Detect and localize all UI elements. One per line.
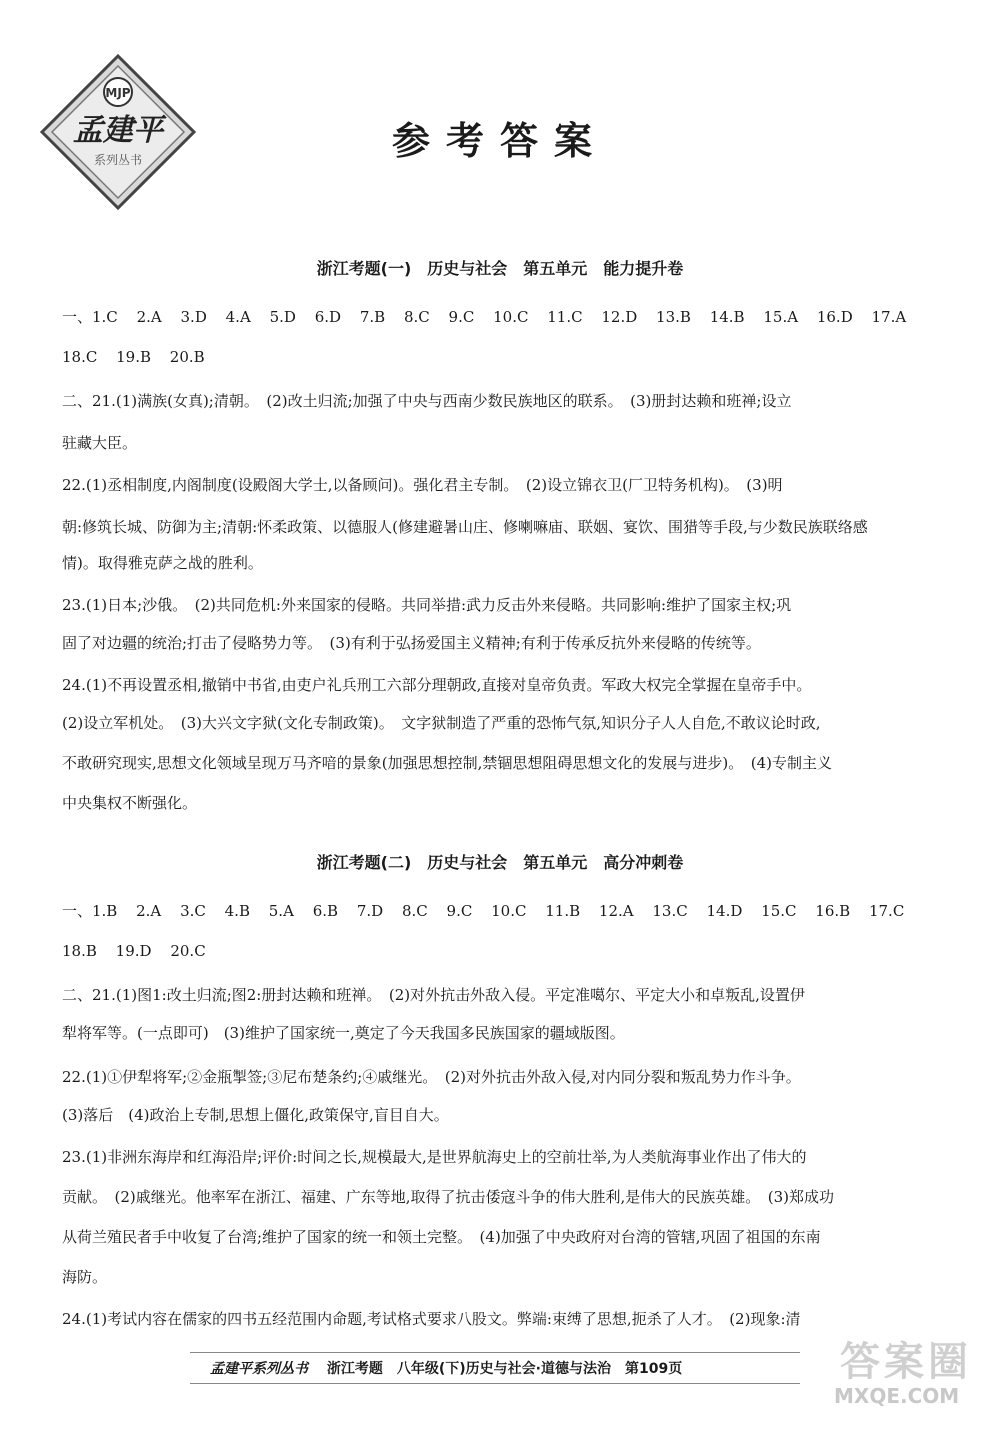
- choice-item: 2.A: [136, 308, 162, 326]
- answer-line: 朝:修筑长城、防御为主;清朝:怀柔政策、以德服人(修建避暑山庄、修喇嘛庙、联姻、宴饮、围猎等手段,与少数民族联络感: [62, 518, 868, 536]
- choice-item: 8.C: [401, 902, 428, 920]
- section-heading-1: 浙江考题(一) 历史与社会 第五单元 能力提升卷: [316, 259, 684, 278]
- choice-item: 11.B: [545, 902, 581, 920]
- choice-answers-2b: [62, 942, 942, 960]
- footer-page-info: 浙江考题 八年级(下)历史与社会·道德与法治 第109页: [326, 1361, 683, 1377]
- choice-item: 12.A: [598, 902, 634, 920]
- choice-item: 10.C: [493, 308, 529, 326]
- answer-line: 贡献。 (2)戚继光。他率军在浙江、福建、广东等地,取得了抗击倭寇斗争的伟大胜利,是伟大的民族英雄。 (3)郑成功: [62, 1188, 835, 1206]
- choice-item: 一、1.B: [62, 902, 118, 920]
- answer-line: 22.(1)丞相制度,内阁制度(设殿阁大学士,以备顾问)。强化君主专制。 (2)设立锦衣卫(厂卫特务机构)。 (3)明: [62, 476, 783, 494]
- choice-item: 15.A: [763, 308, 799, 326]
- choice-item: 4.B: [224, 902, 250, 920]
- answer-line: 二、21.(1)图1:改土归流;图2:册封达赖和班禅。 (2)对外抗击外敌入侵。平定准噶尔、平定大小和卓叛乱,设置伊: [62, 986, 805, 1004]
- choice-item: 9.C: [446, 902, 473, 920]
- answer-line: 情)。取得雅克萨之战的胜利。: [62, 554, 263, 572]
- choice-item: 11.C: [547, 308, 583, 326]
- choice-item: 8.C: [403, 308, 430, 326]
- series-name: 孟建平系列丛书: [210, 1361, 308, 1377]
- choice-item: 5.D: [269, 308, 296, 326]
- footer-text: [210, 1358, 810, 1378]
- choice-item: 7.B: [359, 308, 386, 326]
- choice-item: 17.C: [868, 902, 905, 920]
- choice-answers-2a: [62, 900, 942, 921]
- choice-item: 17.A: [871, 308, 907, 326]
- answer-line: 二、21.(1)满族(女真);清朝。 (2)改土归流;加强了中央与西南少数民族地区的联系。 (3)册封达赖和班禅;设立: [62, 392, 792, 410]
- answer-line: 24.(1)不再设置丞相,撤销中书省,由吏户礼兵刑工六部分理朝政,直接对皇帝负责。军政大权完全掌握在皇帝手中。: [62, 676, 812, 694]
- choice-item: 9.C: [448, 308, 475, 326]
- choice-item: 13.C: [652, 902, 688, 920]
- answer-line: 固了对边疆的统治;打击了侵略势力等。 (3)有利于弘扬爱国主义精神;有利于传承反抗外来侵略的传统等。: [62, 634, 761, 652]
- choice-item: 18.C: [62, 348, 98, 366]
- watermark-url: MXQE.COM: [834, 1384, 960, 1408]
- svg-text:MJP: MJP: [105, 86, 131, 100]
- choice-item: 19.D: [115, 942, 152, 960]
- choice-item: 6.D: [314, 308, 342, 326]
- choice-answers-1a: [62, 306, 942, 327]
- choice-item: 14.B: [709, 308, 745, 326]
- choice-item: 19.B: [116, 348, 152, 366]
- watermark-logo-text: 答案圈: [840, 1339, 972, 1385]
- svg-text:系列丛书: 系列丛书: [93, 153, 143, 167]
- answer-line: 24.(1)考试内容在儒家的四书五经范围内命题,考试格式要求八股文。弊端:束缚了思想,扼杀了人才。 (2)现象:清: [62, 1310, 801, 1328]
- answer-line: 犁将军等。(一点即可) (3)维护了国家统一,奠定了今天我国多民族国家的疆域版图。: [62, 1024, 625, 1042]
- choice-item: 7.D: [356, 902, 384, 920]
- section-heading-2: 浙江考题(二) 历史与社会 第五单元 高分冲刺卷: [316, 853, 684, 872]
- choice-item: 13.B: [656, 308, 691, 326]
- choice-item: 2.A: [136, 902, 162, 920]
- page-title: 参考答案: [391, 119, 608, 163]
- choice-item: 3.D: [180, 308, 207, 326]
- answer-line: 不敢研究现实,思想文化领域呈现万马齐喑的景象(加强思想控制,禁锢思想阻碍思想文化的发展与进步)。 (4)专制主义: [62, 754, 832, 772]
- choice-item: 6.B: [312, 902, 339, 920]
- choice-item: 20.B: [169, 348, 205, 366]
- answer-line: (3)落后 (4)政治上专制,思想上僵化,政策保守,盲目自大。: [62, 1106, 449, 1124]
- answer-line: 从荷兰殖民者手中收复了台湾;维护了国家的统一和领土完整。 (4)加强了中央政府对台湾的管辖,巩固了祖国的东南: [62, 1228, 821, 1246]
- choice-item: 一、1.C: [62, 308, 118, 326]
- answer-line: 中央集权不断强化。: [62, 794, 198, 812]
- choice-item: 3.C: [180, 902, 206, 920]
- choice-item: 10.C: [491, 902, 527, 920]
- choice-item: 18.B: [62, 942, 97, 960]
- choice-item: 4.A: [225, 308, 251, 326]
- choice-item: 12.D: [601, 308, 638, 326]
- choice-answers-1b: [62, 348, 942, 366]
- choice-item: 16.D: [816, 308, 853, 326]
- choice-item: 15.C: [761, 902, 797, 920]
- choice-item: 14.D: [706, 902, 743, 920]
- watermark: [820, 1330, 990, 1420]
- choice-item: 20.C: [170, 942, 206, 960]
- choice-item: 16.B: [815, 902, 851, 920]
- choice-item: 5.A: [268, 902, 294, 920]
- answer-line: 23.(1)非洲东海岸和红海沿岸;评价:时间之长,规模最大,是世界航海史上的空前壮举,为人类航海事业作出了伟大的: [62, 1148, 807, 1166]
- answer-line: (2)设立军机处。 (3)大兴文字狱(文化专制政策)。 文字狱制造了严重的恐怖气氛,知识分子人人自危,不敢议论时政,: [62, 714, 821, 732]
- answer-line: 驻藏大臣。: [62, 434, 138, 452]
- answer-line: 23.(1)日本;沙俄。 (2)共同危机:外来国家的侵略。共同举措:武力反击外来侵略。共同影响:维护了国家主权;巩: [62, 596, 792, 614]
- answer-line: 海防。: [62, 1268, 108, 1286]
- svg-text:孟建平: 孟建平: [73, 113, 163, 148]
- answer-line: 22.(1)①伊犁将军;②金瓶掣签;③尼布楚条约;④戚继光。 (2)对外抗击外敌入侵,对内同分裂和叛乱势力作斗争。: [62, 1068, 801, 1086]
